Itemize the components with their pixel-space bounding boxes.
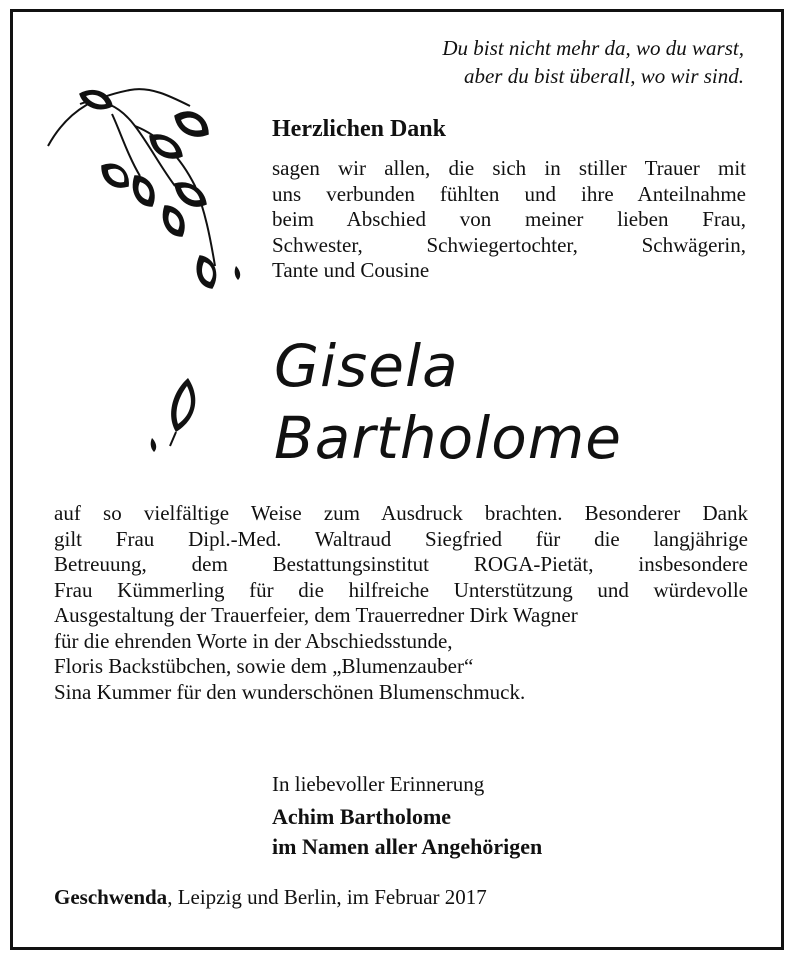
place-date-line <box>54 883 487 911</box>
intro-line: Tante und Cousine <box>272 258 430 282</box>
body-line: Betreuung, dem Bestattungsinstitut ROGA-Pietät, insbesondere <box>54 552 748 576</box>
deceased-first-name: Gisela <box>274 332 459 400</box>
place-name: Geschwenda <box>54 885 168 909</box>
body-line: Ausgestaltung der Trauerfeier, dem Trauerredner Dirk Wagner <box>54 603 578 627</box>
thanks-heading: Herzlichen Dank <box>272 116 446 142</box>
thanks-intro <box>272 156 746 284</box>
intro-line: sagen wir allen, die sich in stiller Trauer mit <box>272 156 746 180</box>
body-line: Frau Kümmerling für die hilfreiche Unterstützung und würdevolle <box>54 577 748 602</box>
intro-line: Schwester, Schwiegertochter, Schwägerin, <box>272 232 746 257</box>
signatory-name: Achim Bartholome <box>272 804 452 829</box>
remembrance-line: In liebevoller Erinnerung <box>272 772 485 796</box>
deceased-name <box>274 330 622 474</box>
body-line: Floris Backstübchen, sowie dem „Blumenzauber“ <box>54 654 474 678</box>
body-line: gilt Frau Dipl.-Med. Waltraud Siegfried für die langjährige <box>54 526 748 551</box>
intro-line: uns verbunden fühlten und ihre Anteilnahme <box>272 181 746 206</box>
place-date-rest: , Leipzig und Berlin, im Februar 2017 <box>167 885 487 909</box>
body-line: auf so vielfältige Weise zum Ausdruck brachten. Besonderer Dank <box>54 501 748 525</box>
intro-line: beim Abschied von meiner lieben Frau, <box>272 207 746 231</box>
body-line: Sina Kummer für den wunderschönen Blumenschmuck. <box>54 679 526 704</box>
falling-leaf-icon <box>140 372 210 462</box>
body-line: für die ehrenden Worte in der Abschiedsstunde, <box>54 628 453 653</box>
deceased-last-name: Bartholome <box>274 404 622 472</box>
thanks-body <box>54 501 748 705</box>
quote-line-1: Du bist nicht mehr da, wo du warst, <box>442 36 744 60</box>
signatory-on-behalf: im Namen aller Angehörigen <box>272 834 543 859</box>
birch-branch-icon <box>40 76 260 306</box>
quote-line-2: aber du bist überall, wo wir sind. <box>463 64 744 88</box>
quote <box>324 34 744 90</box>
